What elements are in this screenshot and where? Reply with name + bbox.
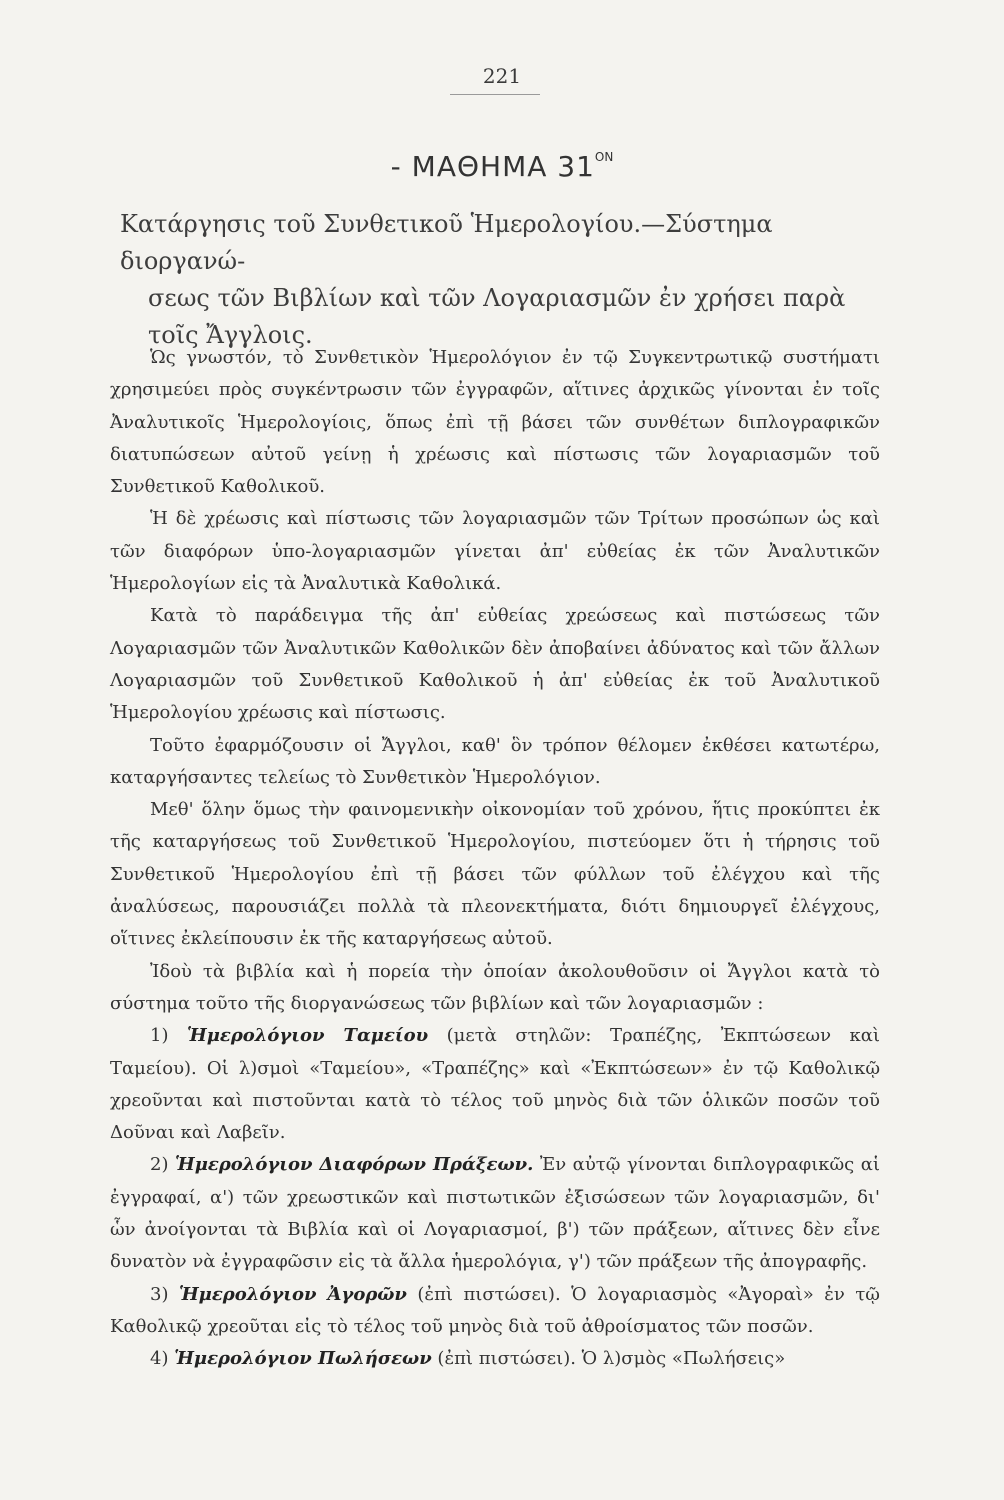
divider [450, 94, 540, 95]
item-heading: Ἡμερολόγιον Ταμείου [187, 1025, 429, 1047]
item-number: 3) [150, 1283, 169, 1305]
item-number: 1) [150, 1025, 169, 1047]
item-number: 4) [150, 1348, 169, 1370]
body-text [110, 342, 880, 1376]
paragraph: Ἡ δὲ χρέωσις καὶ πίστωσις τῶν λογαριασμῶν τῶν Τρίτων προσώπων ὡς καὶ τῶν διαφόρων ὑπο-λογαριασμῶν γίνεται ἀπ' εὐθείας ἐκ τῶν Ἀναλυτικῶν Ἡμερολογίων εἰς τὰ Ἀναλυτικὰ Καθολικά. [110, 508, 880, 595]
page-number: 221 [482, 64, 522, 88]
lesson-title [0, 150, 1004, 183]
subtitle-line: Κατάργησις τοῦ Συνθετικοῦ Ἡμερολογίου.—Σύστημα διοργανώ- [120, 210, 773, 275]
subtitle-line: σεως τῶν Βιβλίων καὶ τῶν Λογαριασμῶν ἐν χρήσει παρὰ [148, 284, 846, 312]
item-heading: Ἡμερολόγιον Διαφόρων Πράξεων. [175, 1154, 534, 1176]
paragraph: Ὡς γνωστόν, τὸ Συνθετικὸν Ἡμερολόγιον ἐν τῷ Συγκεντρωτικῷ συστήματι χρησιμεύει πρὸς συγκέντρωσιν τῶν ἐγγραφῶν, αἵτινες ἀρχικῶς γίνονται ἐν τοῖς Ἀναλυτικοῖς Ἡμερολογίοις, ὅπως ἐπὶ τῇ βάσει τῶν συνθέτων διπλογραφικῶν διατυπώσεων αὐτοῦ γείνῃ ἡ χρέωσις καὶ πίστωσις τῶν λογαριασμῶν τοῦ Συνθετικοῦ Καθολικοῦ. [110, 347, 880, 498]
item-text: (μετὰ στηλῶν: Τραπέζης, Ἐκπτώσεων καὶ Ταμείου). Οἱ λ)σμοὶ «Ταμείου», «Τραπέζης» καὶ «Ἐκπτώσεων» ἐν τῷ Καθολικῷ χρεοῦνται καὶ πιστοῦνται κατὰ τὸ τέλος τοῦ μηνὸς διὰ τῶν ὁλικῶν ποσῶν τοῦ Δοῦναι καὶ Λαβεῖν. [110, 1025, 880, 1144]
lesson-title-text: - ΜΑΘΗΜΑ 31 [390, 150, 595, 183]
item-text: (ἐπὶ πιστώσει). Ὁ λ)σμὸς «Πωλήσεις» [437, 1348, 786, 1370]
item-text: (ἐπὶ πιστώσει). Ὁ λογαριασμὸς «Ἀγοραὶ» ἐν τῷ Καθολικῷ χρεοῦται εἰς τὸ τέλος τοῦ μηνὸς διὰ τοῦ ἀθροίσματος τῶν ποσῶν. [110, 1283, 880, 1337]
paragraph: Ἰδοὺ τὰ βιβλία καὶ ἡ πορεία τὴν ὁποίαν ἀκολουθοῦσιν οἱ Ἄγγλοι κατὰ τὸ σύστημα τοῦτο τῆς διοργανώσεως τῶν βιβλίων καὶ τῶν λογαριασμῶν : [110, 960, 880, 1014]
subtitle-line: τοῖς Ἄγγλοις. [148, 321, 313, 349]
list-item [110, 1279, 880, 1344]
list-item [110, 1343, 880, 1375]
paragraph: Τοῦτο ἐφαρμόζουσιν οἱ Ἄγγλοι, καθ' ὃν τρόπον θέλομεν ἐκθέσει κατωτέρω, καταργήσαντες τελείως τὸ Συνθετικὸν Ἡμερολόγιον. [110, 734, 880, 788]
lesson-title-suffix: ΟΝ [594, 150, 614, 164]
item-text: Ἐν αὐτῷ γίνονται διπλογραφικῶς αἱ ἐγγραφαί, α') τῶν χρεωστικῶν καὶ πιστωτικῶν ἐξισώσεων τῶν λογαριασμῶν, δι' ὧν ἀνοίγονται τὰ Βιβλία καὶ οἱ Λογαριασμοί, β') τῶν πράξεων, αἵτινες δὲν εἶνε δυνατὸν νὰ ἐγγραφῶσιν εἰς τὰ ἄλλα ἡμερολόγια, γ') τῶν πράξεων τῆς ἀπογραφῆς. [110, 1154, 880, 1273]
item-heading: Ἡμερολόγιον Ἀγορῶν [178, 1283, 407, 1305]
paragraph: Κατὰ τὸ παράδειγμα τῆς ἀπ' εὐθείας χρεώσεως καὶ πιστώσεως τῶν Λογαριασμῶν τῶν Ἀναλυτικῶν Καθολικῶν δὲν ἀποβαίνει ἀδύνατος καὶ τῶν ἄλλων Λογαριασμῶν τοῦ Συνθετικοῦ Καθολικοῦ ἡ ἀπ' εὐθείας ἐκ τοῦ Ἀναλυτικοῦ Ἡμερολογίου χρέωσις καὶ πίστωσις. [110, 605, 880, 724]
lesson-subtitle [120, 206, 890, 354]
list-item [110, 1020, 880, 1149]
list-item [110, 1149, 880, 1278]
item-number: 2) [150, 1154, 169, 1176]
paragraph: Μεθ' ὅλην ὅμως τὴν φαινομενικὴν οἰκονομίαν τοῦ χρόνου, ἥτις προκύπτει ἐκ τῆς καταργήσεως τοῦ Συνθετικοῦ Ἡμερολογίου, πιστεύομεν ὅτι ἡ τήρησις τοῦ Συνθετικοῦ Ἡμερολογίου ἐπὶ τῇ βάσει τῶν φύλλων τοῦ ἐλέγχου καὶ τῆς ἀναλύσεως, παρουσιάζει πολλὰ τὰ πλεονεκτήματα, διότι δημιουργεῖ ἐλέγχους, οἵτινες ἐκλείπουσιν ἐκ τῆς καταργήσεως αὐτοῦ. [110, 799, 880, 950]
item-heading: Ἡμερολόγιον Πωλήσεων [174, 1348, 432, 1370]
